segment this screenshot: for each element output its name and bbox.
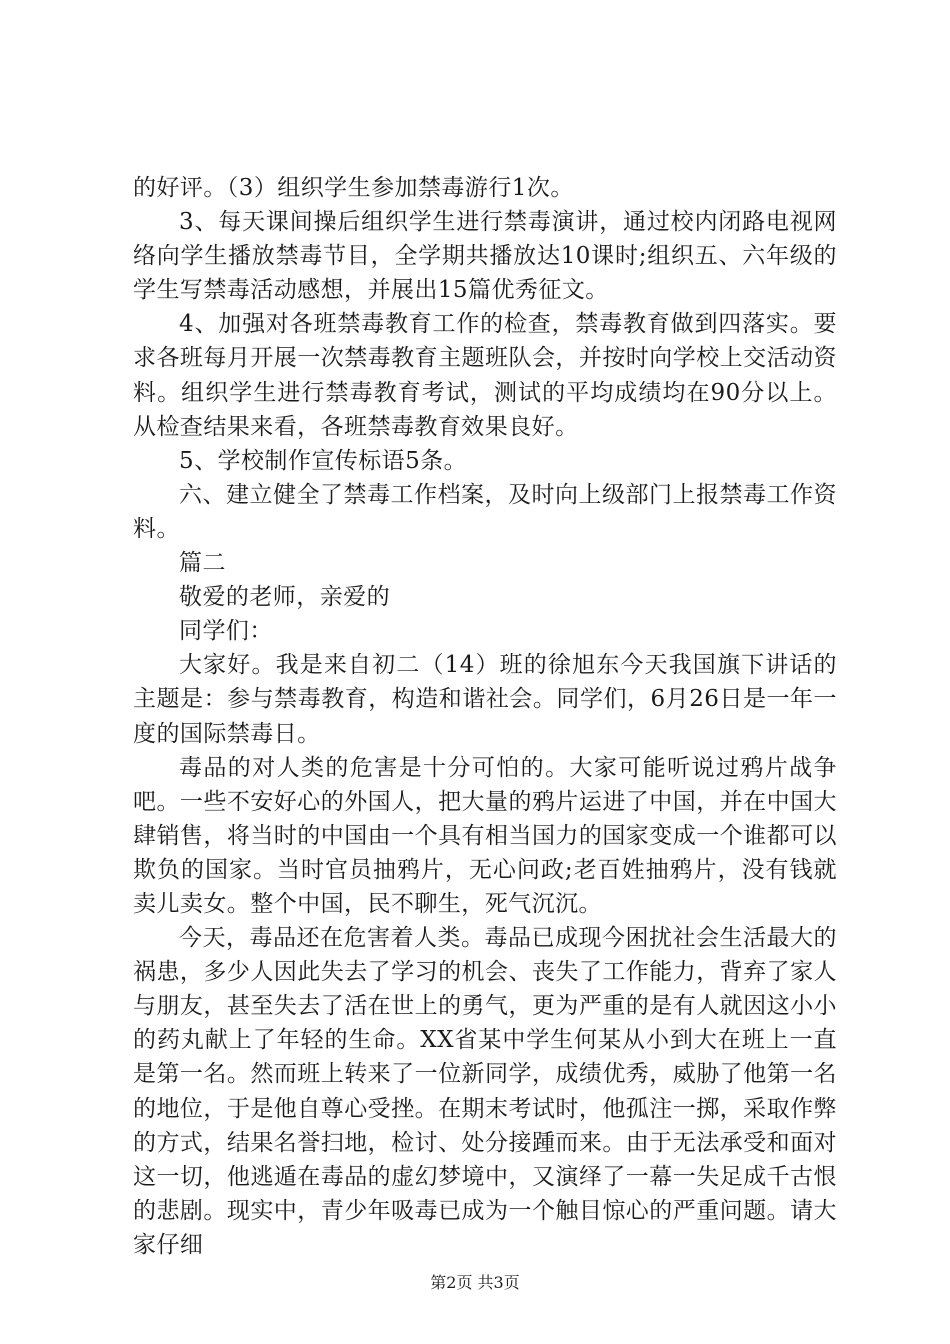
section-title: 篇二 [179, 550, 226, 577]
section-heading: 六、建立健全了禁毒工作档案，及时向上级部门上报禁毒工作资料。 [133, 481, 837, 542]
paragraph: 5、学校制作宣传标语5条。 [179, 447, 468, 474]
document-body [133, 171, 837, 1262]
paragraph: 大家好。我是来自初二（14）班的徐旭东今天我国旗下讲话的主题是：参与禁毒教育，构造和谐社会。同学们，6月26日是一年一度的国际禁毒日。 [133, 652, 837, 747]
paragraph: 的好评。（3）组织学生参加禁毒游行1次。 [133, 175, 574, 201]
paragraph: 毒品的对人类的危害是十分可怕的。大家可能听说过鸦片战争吧。一些不安好心的外国人，把大量的鸦片运进了中国，并在中国大肆销售，将当时的中国由一个具有相当国力的国家变成一个谁都可以欺负的国家。当时官员抽鸦片，无心问政;老百姓抽鸦片，没有钱就卖儿卖女。整个中国，民不聊生，死气沉沉。 [133, 754, 837, 917]
paragraph: 3、每天课间操后组织学生进行禁毒演讲，通过校内闭路电视网络向学生播放禁毒节目，全学期共播放达10课时;组织五、六年级的学生写禁毒活动感想，并展出15篇优秀征文。 [133, 209, 837, 304]
page-number: 第2页 共3页 [430, 1273, 520, 1292]
paragraph: 4、加强对各班禁毒教育工作的检查，禁毒教育做到四落实。要求各班每月开展一次禁毒教育主题班队会，并按时向学校上交活动资料。组织学生进行禁毒教育考试，测试的平均成绩均在90分以上。从检查结果来看，各班禁毒教育效果良好。 [133, 311, 837, 440]
salutation: 同学们： [179, 618, 273, 645]
paragraph: 今天，毒品还在危害着人类。毒品已成现今困扰社会生活最大的祸患，多少人因此失去了学习的机会、丧失了工作能力，背弃了家人与朋友，甚至失去了活在世上的勇气，更为严重的是有人就因这小小的药丸献上了年轻的生命。XX省某中学生何某从小到大在班上一直是第一名。然而班上转来了一位新同学，成绩优秀，威胁了他第一名的地位，于是他自尊心受挫。在期末考试时，他孤注一掷，采取作弊的方式，结果名誉扫地，检讨、处分接踵而来。由于无法承受和面对这一切，他逃遁在毒品的虚幻梦境中，又演绎了一幕一失足成千古恨的悲剧。现实中，青少年吸毒已成为一个触目惊心的严重问题。请大家仔细 [133, 925, 837, 1258]
salutation: 敬爱的老师，亲爱的 [179, 584, 391, 611]
